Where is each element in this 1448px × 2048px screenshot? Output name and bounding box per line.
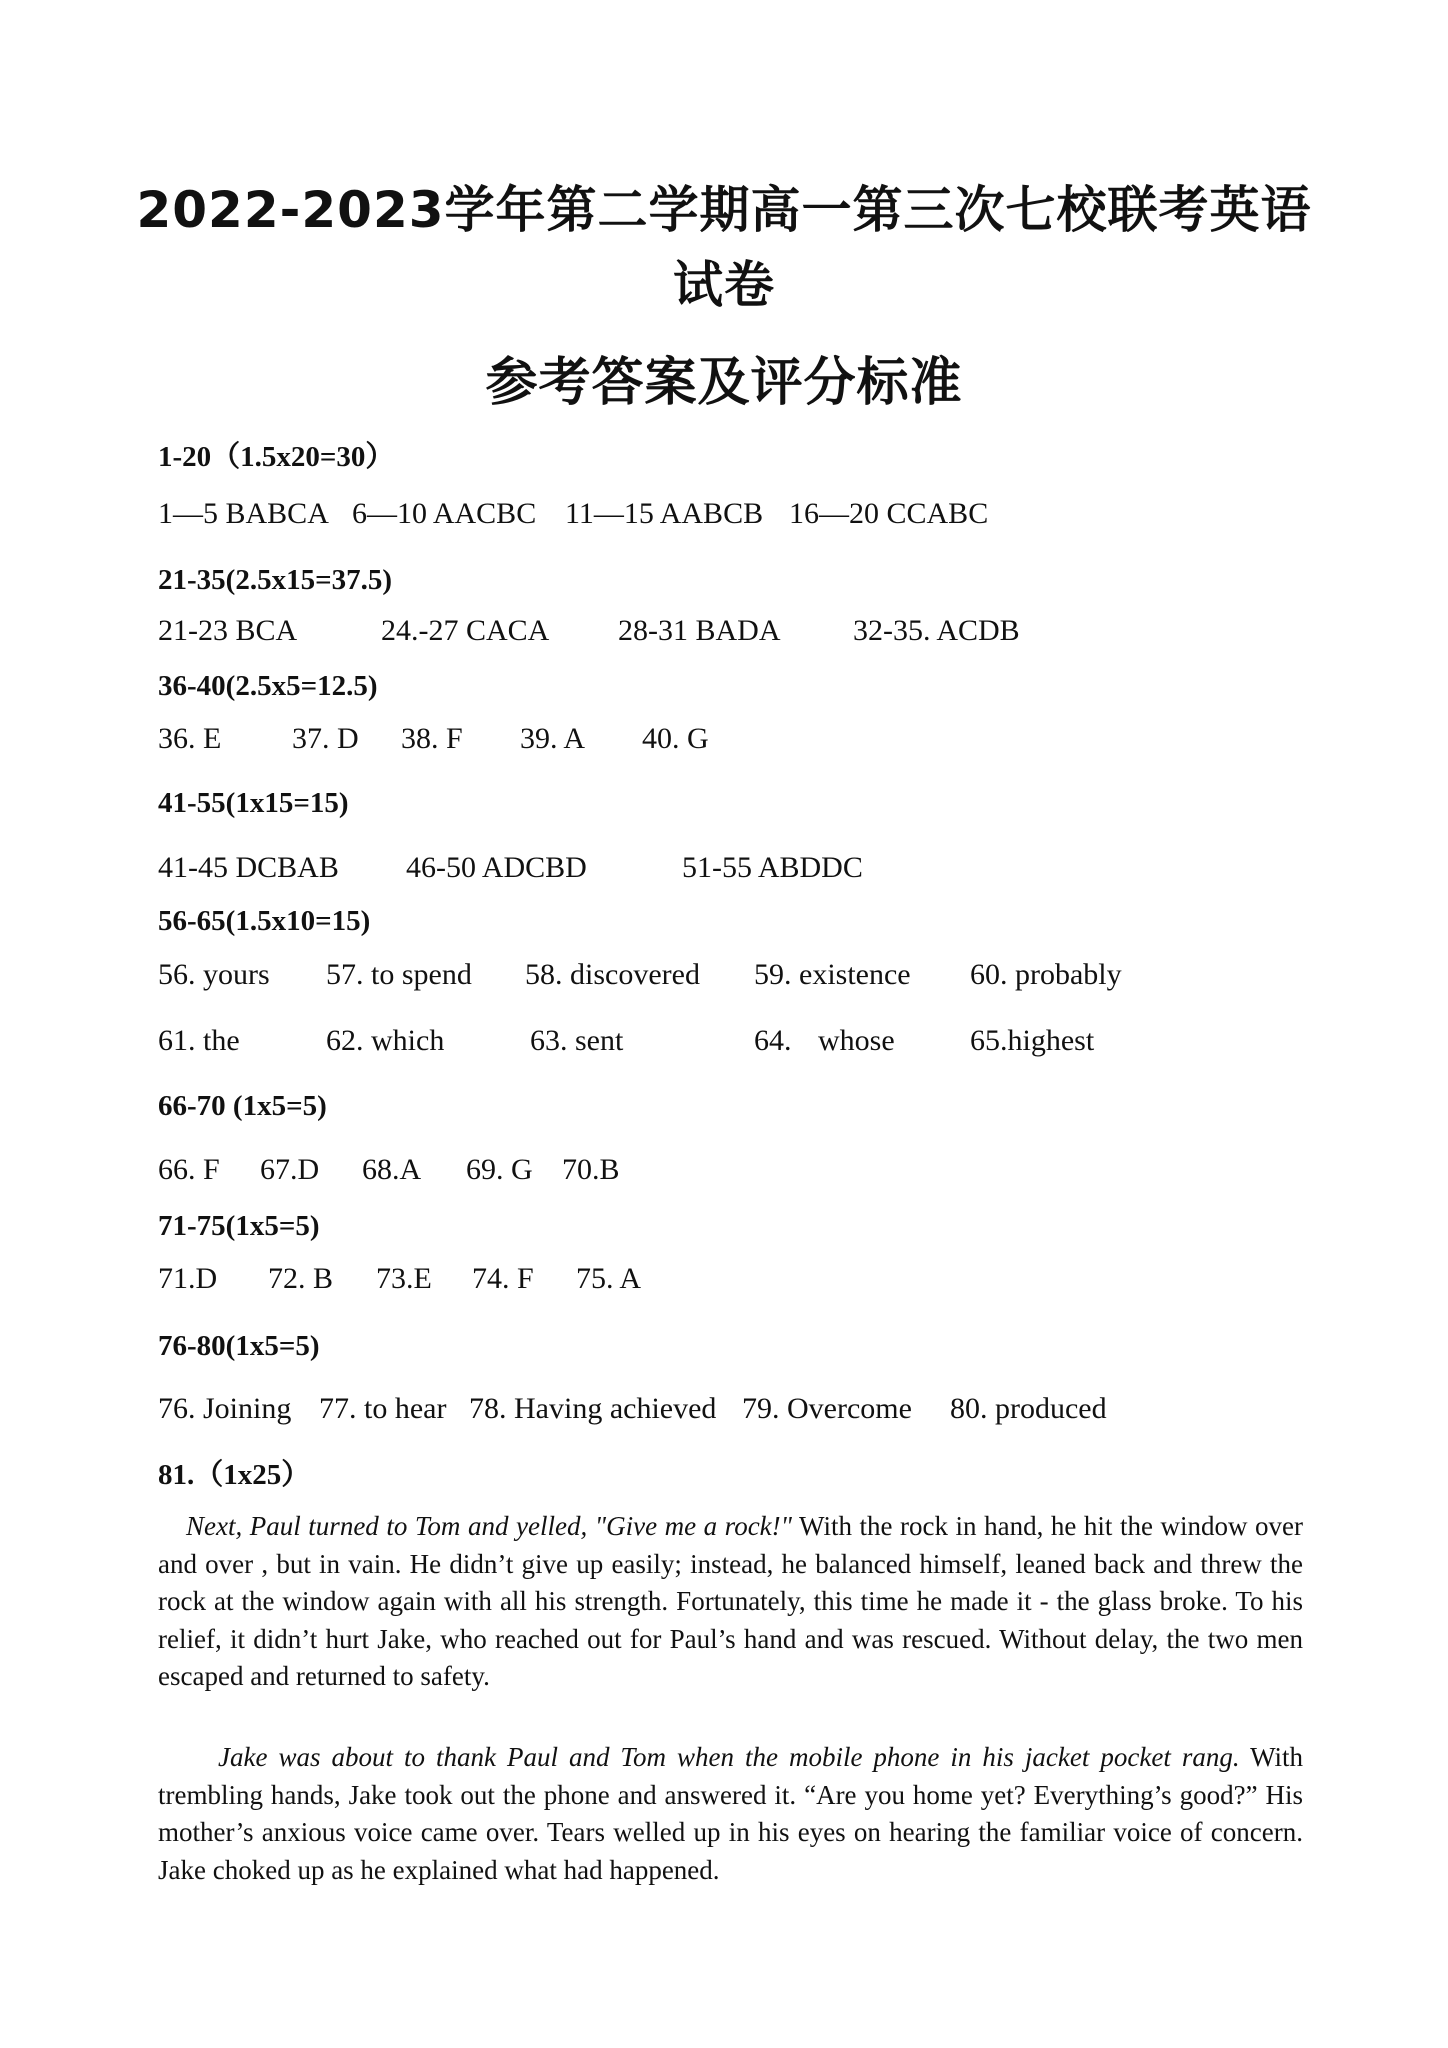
- answer-item: 40. G: [642, 722, 709, 755]
- answer-group: 6—10 AACBC: [352, 497, 537, 530]
- section-header-36-40: 36-40(2.5x5=12.5): [158, 670, 378, 702]
- section-header-21-35: 21-35(2.5x15=37.5): [158, 564, 392, 596]
- essay-paragraph-1: [158, 1508, 1303, 1696]
- answer-item: 72. B: [268, 1262, 334, 1295]
- answer-item: 37. D: [292, 722, 359, 755]
- essay-paragraph-1-opening: Next, Paul turned to Tom and yelled, "Give me a rock!": [186, 1511, 792, 1541]
- answer-item: 39. A: [520, 722, 586, 755]
- answer-group: 16—20 CCABC: [789, 497, 989, 530]
- answer-item: 56. yours: [158, 958, 270, 991]
- answer-item: 62. which: [326, 1024, 445, 1057]
- exam-title-line1: 2022-2023学年第二学期高一第三次七校联考英语: [136, 181, 1312, 239]
- answer-key-title: 参考答案及评分标准: [485, 353, 963, 413]
- essay-paragraph-2: [158, 1739, 1303, 1889]
- answer-item: 65.highest: [970, 1024, 1095, 1057]
- answer-item: 63. sent: [530, 1024, 624, 1057]
- answer-group: 32-35. ACDB: [853, 614, 1020, 647]
- section-header-56-65: 56-65(1.5x10=15): [158, 905, 371, 937]
- essay-paragraph-1-body: With the rock in hand, he hit the window over and over , but in vain. He didn’t give up easily; instead, he balanced himself, leaned back and threw the rock at the window again with all his strength. Fortunately, this time he made it - the glass broke. To his relief, it didn’t hurt Jake, who reached out for Paul’s hand and was rescued. Without delay, the two men escaped and returned to safety.: [158, 1511, 1303, 1691]
- answer-group: 28-31 BADA: [618, 614, 781, 647]
- section-header-41-55: 41-55(1x15=15): [158, 787, 349, 819]
- essay-paragraph-2-body: With trembling hands, Jake took out the phone and answered it. “Are you home yet? Everything’s good?” His mother’s anxious voice came over. Tears welled up in his eyes on hearing the familiar voice of concern. Jake choked up as he explained what had happened.: [158, 1742, 1304, 1885]
- section-header-66-70: 66-70 (1x5=5): [158, 1090, 327, 1122]
- answer-item: 77. to hear: [319, 1392, 447, 1425]
- answer-item: 38. F: [401, 722, 463, 755]
- answer-group: 46-50 ADCBD: [406, 851, 587, 884]
- answer-item: 66. F: [158, 1153, 220, 1186]
- section-header-76-80: 76-80(1x5=5): [158, 1330, 320, 1362]
- exam-title-line2: 试卷: [673, 256, 775, 314]
- answer-group: 41-45 DCBAB: [158, 851, 339, 884]
- section-header-71-75: 71-75(1x5=5): [158, 1210, 320, 1242]
- answer-group: 1—5 BABCA: [158, 497, 329, 530]
- answer-item: 74. F: [472, 1262, 534, 1295]
- answer-item: 70.B: [562, 1153, 620, 1186]
- section-header-1-20: 1-20（1.5x20=30）: [158, 441, 395, 473]
- answer-item: 59. existence: [754, 958, 911, 991]
- answer-item: whose: [818, 1024, 895, 1057]
- answer-item: 64.: [754, 1024, 792, 1057]
- answer-item: 71.D: [158, 1262, 218, 1295]
- answer-group: 21-23 BCA: [158, 614, 298, 647]
- answer-item: 57. to spend: [326, 958, 472, 991]
- answer-item: 68.A: [362, 1153, 422, 1186]
- answer-item: 73.E: [376, 1262, 432, 1295]
- answer-item: 69. G: [466, 1153, 533, 1186]
- answer-item: 36. E: [158, 722, 222, 755]
- answer-group: 11—15 AABCB: [565, 497, 764, 530]
- answer-item: 67.D: [260, 1153, 320, 1186]
- answer-item: 60. probably: [970, 958, 1122, 991]
- answer-item: 58. discovered: [525, 958, 700, 991]
- answer-item: 75. A: [576, 1262, 642, 1295]
- essay-paragraph-2-opening: Jake was about to thank Paul and Tom when the mobile phone in his jacket pocket rang.: [218, 1742, 1240, 1772]
- answer-item: 80. produced: [950, 1392, 1107, 1425]
- answer-group: 51-55 ABDDC: [682, 851, 863, 884]
- answer-item: 61. the: [158, 1024, 240, 1057]
- answer-item: 78. Having achieved: [469, 1392, 717, 1425]
- answer-item: 76. Joining: [158, 1392, 292, 1425]
- section-header-81: 81.（1x25）: [158, 1459, 311, 1491]
- answer-group: 24.-27 CACA: [381, 614, 550, 647]
- answer-item: 79. Overcome: [742, 1392, 912, 1425]
